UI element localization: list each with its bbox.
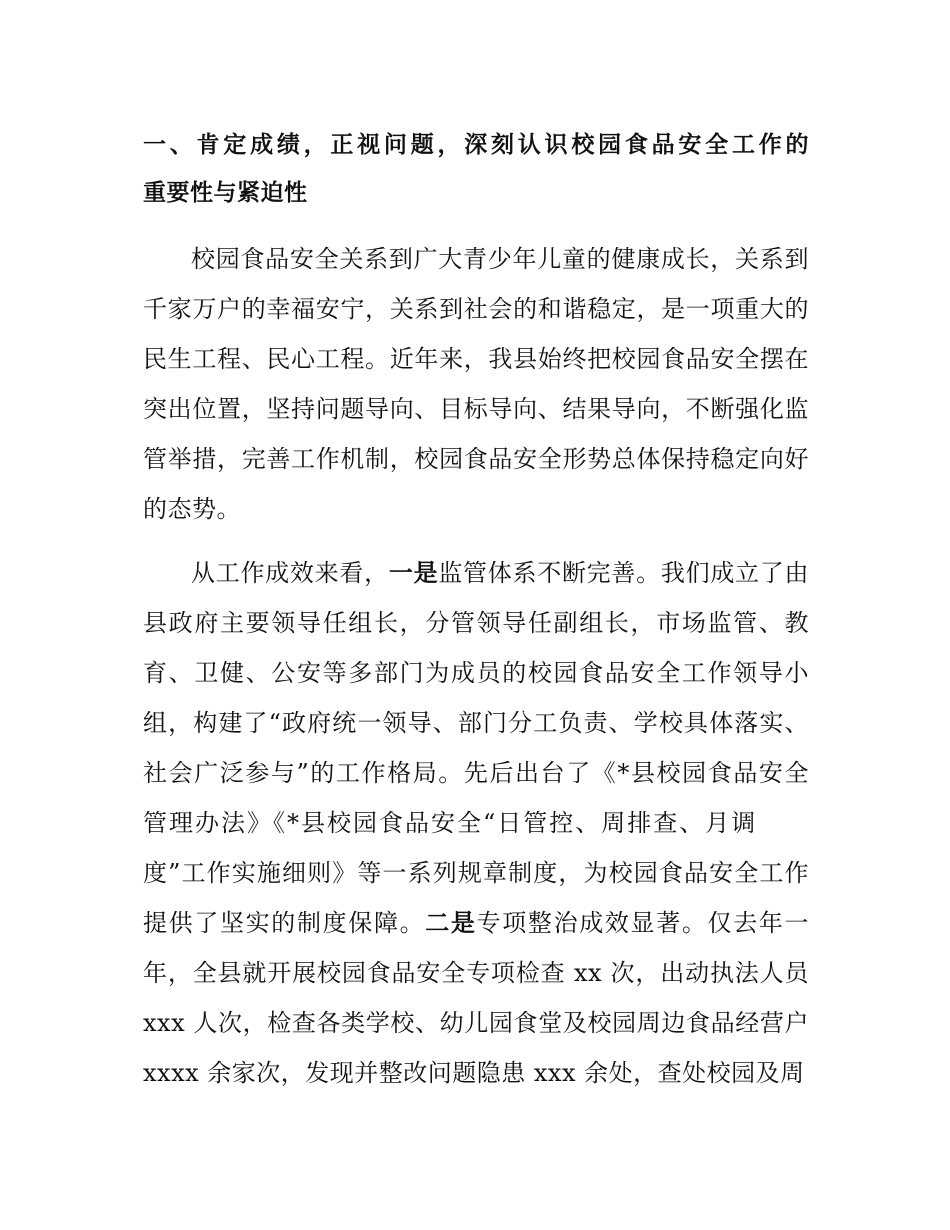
emphasis-second: 二是 xyxy=(425,909,477,937)
paragraph-line: 突出位置，坚持问题导向、目标导向、结果导向，不断强化监 xyxy=(143,395,809,423)
paragraph-line: xxxx 余家次，发现并整改问题隐患 xxx 余处，查处校园及周 xyxy=(143,1059,805,1087)
heading-line-2: 重要性与紧迫性 xyxy=(143,180,308,206)
paragraph-line: 民生工程、民心工程。近年来，我县始终把校园食品安全摆在 xyxy=(143,345,809,373)
paragraph-line: 千家万户的幸福安宁，关系到社会的和谐稳定，是一项重大的 xyxy=(143,295,809,323)
emphasis-first: 一是 xyxy=(388,559,439,587)
paragraph-text: 专项整治成效显著。仅去年一 xyxy=(476,909,810,937)
paragraph-line: 年，全县就开展校园食品安全专项检查 xx 次，出动执法人员 xyxy=(143,959,809,987)
paragraph-text: 提供了坚实的制度保障。 xyxy=(143,909,426,937)
paragraph-line: 组，构建了“政府统一领导、部门分工负责、学校具体落实、 xyxy=(143,709,809,737)
paragraph-line: 度”工作实施细则》等一系列规章制度，为校园食品安全工作 xyxy=(143,859,809,887)
paragraph-text: 监管体系不断完善。我们成立了由 xyxy=(438,559,810,587)
paragraph-text: 从工作成效来看， xyxy=(191,559,389,587)
paragraph-line: 的态势。 xyxy=(143,495,241,523)
paragraph-line-with-emphasis xyxy=(191,558,809,588)
paragraph-line: 社会广泛参与”的工作格局。先后出台了《*县校园食品安全 xyxy=(143,759,809,787)
paragraph-line: xxx 人次，检查各类学校、幼儿园食堂及校园周边食品经营户 xyxy=(143,1009,809,1037)
paragraph-line-with-emphasis xyxy=(143,908,809,938)
paragraph-line: 管举措，完善工作机制，校园食品安全形势总体保持稳定向好 xyxy=(143,445,809,473)
paragraph-line: 管理办法》《*县校园食品安全“日管控、周排查、月调 xyxy=(143,809,758,837)
heading-line-1: 一、肯定成绩，正视问题，深刻认识校园食品安全工作的 xyxy=(143,132,809,158)
paragraph-line: 校园食品安全关系到广大青少年儿童的健康成长，关系到 xyxy=(191,245,809,273)
paragraph-line: 县政府主要领导任组长，分管领导任副组长，市场监管、教 xyxy=(143,609,809,637)
paragraph-line: 育、卫健、公安等多部门为成员的校园食品安全工作领导小 xyxy=(143,659,809,687)
